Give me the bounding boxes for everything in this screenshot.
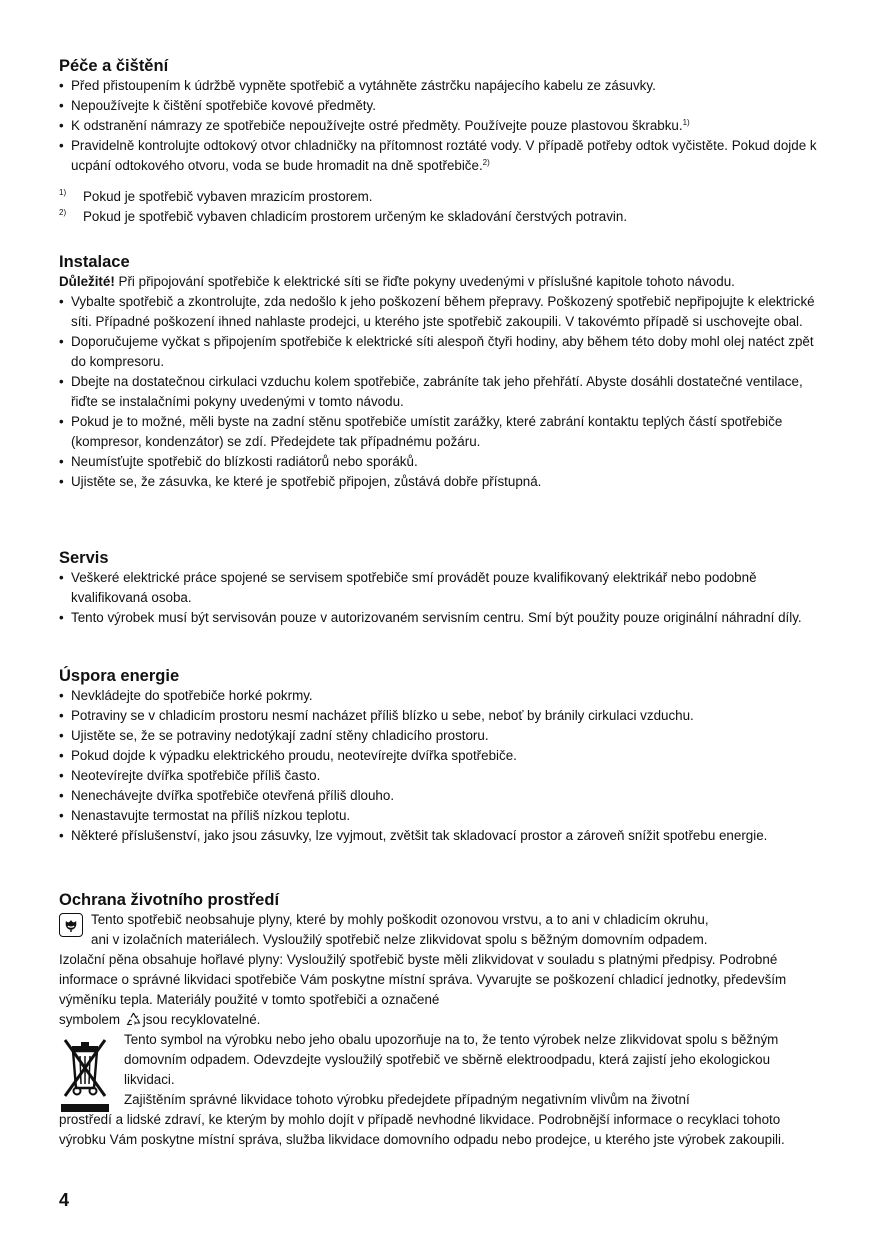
- env-para1-symbol-line: [59, 1010, 819, 1030]
- env-para3-rest: prostředí a lidské zdraví, ke kterým by mohlo dojít v případě nevhodné likvidace. Podrobnější informace o recyklaci tohoto výrobku Vám poskytne místní správa, služba likvidace domovního odpadu nebo prodejce, u kterého jste výrobek zakoupili.: [59, 1112, 785, 1147]
- env-heading: Ochrana životního prostředí: [59, 891, 280, 909]
- env-symbol-before: symbolem: [59, 1012, 121, 1027]
- env-para3-line1: Zajištěním správné likvidace tohoto výrobku předejdete případným negativním vlivům na životní: [124, 1092, 690, 1107]
- env-para1-rest: Izolační pěna obsahuje hořlavé plyny: Vysloužilý spotřebič byste měli zlikvidovat v souladu s platnými předpisy. Podrobné informace o správné likvidaci spotřebiče Vám poskytne místní správa. Vyvarujte se poškození chladicí jednotky, především výměníku tepla. Materiály použité v tomto spotřebiči a označené: [59, 952, 787, 1007]
- care-item-2: • Nepoužívejte k čištění spotřebiče kovové předměty.: [59, 96, 819, 116]
- page-number: 4: [59, 1190, 70, 1210]
- footnote-2-text: Pokud je spotřebič vybaven chladicím prostorem určeným ke skladování čerstvých potravin.: [83, 209, 628, 224]
- footnote-ref-2: 2): [482, 158, 490, 167]
- care-list: [59, 76, 819, 176]
- care-item-4: [59, 136, 819, 176]
- footnote-1: [59, 187, 819, 207]
- energy-heading: Úspora energie: [59, 667, 180, 685]
- energy-item-5: • Neotevírejte dvířka spotřebiče příliš často.: [59, 766, 819, 786]
- ozone-friendly-icon: [59, 913, 83, 937]
- env-para1-line2: ani v izolačních materiálech. Vysloužilý spotřebič nelze zlikvidovat spolu s běžným domovním odpadem.: [91, 932, 708, 947]
- energy-section: [59, 666, 819, 846]
- energy-item-8: • Některé příslušenství, jako jsou zásuvky, lze vyjmout, zvětšit tak skladovací prostor a zároveň snížit spotřebu energie.: [59, 826, 819, 846]
- env-section: [59, 890, 819, 1150]
- energy-item-3: • Ujistěte se, že se potraviny nedotýkají zadní stěny chladicího prostoru.: [59, 726, 819, 746]
- crossed-bin-icon: [59, 1034, 111, 1116]
- install-item-4: • Pokud je to možné, měli byste na zadní stěnu spotřebiče umístit zarážky, které zabrání kontaktu teplých částí spotřebiče (kompresor, kondenzátor) se zdí. Předejdete tak případnému požáru.: [59, 412, 819, 452]
- service-heading: Servis: [59, 549, 109, 567]
- energy-item-6: • Nenechávejte dvířka spotřebiče otevřená příliš dlouho.: [59, 786, 819, 806]
- energy-list: [59, 686, 819, 846]
- env-para1-line1: Tento spotřebič neobsahuje plyny, které by mohly poškodit ozonovou vrstvu, a to ani v chladicím okruhu,: [91, 912, 709, 927]
- recycle-icon: [125, 1011, 142, 1027]
- energy-item-4: • Pokud dojde k výpadku elektrického proudu, neotevírejte dvířka spotřebiče.: [59, 746, 819, 766]
- care-item-3-text: K odstranění námrazy ze spotřebiče nepoužívejte ostré předměty. Používejte pouze plastovou škrabku.: [71, 118, 683, 133]
- install-item-2: • Doporučujeme vyčkat s připojením spotřebiče k elektrické síti alespoň čtyři hodiny, aby během této doby mohl olej natéct zpět do kompresoru.: [59, 332, 819, 372]
- service-item-2: • Tento výrobek musí být servisován pouze v autorizovaném servisním centru. Smí být použity pouze originální náhradní díly.: [59, 608, 819, 628]
- footnote-2: [59, 207, 819, 227]
- install-item-6: • Ujistěte se, že zásuvka, ke které je spotřebič připojen, zůstává dobře přístupná.: [59, 472, 819, 492]
- service-list: [59, 568, 819, 628]
- important-label: Důležité!: [59, 274, 115, 289]
- footnotes: [59, 187, 819, 227]
- care-heading: Péče a čištění: [59, 57, 169, 75]
- install-item-1: • Vybalte spotřebič a zkontrolujte, zda nedošlo k jeho poškození během přepravy. Poškozený spotřebič nepřipojujte k elektrické síti. Případné poškození ihned nahlaste prodejci, u kterého jste spotřebič zakoupili. V takovémto případě si uschovejte obal.: [59, 292, 819, 332]
- install-section: [59, 252, 819, 492]
- care-item-1: • Před přistoupením k údržbě vypněte spotřebič a vytáhněte zástrčku napájecího kabelu ze zásuvky.: [59, 76, 819, 96]
- care-section: [59, 56, 819, 176]
- install-list: [59, 292, 819, 492]
- env-weee-block: [59, 1030, 819, 1110]
- energy-item-2: • Potraviny se v chladicím prostoru nesmí nacházet příliš blízko u sebe, neboť by bránily cirkulaci vzduchu.: [59, 706, 819, 726]
- install-item-5: • Neumísťujte spotřebič do blízkosti radiátorů nebo sporáků.: [59, 452, 819, 472]
- energy-item-1: • Nevkládejte do spotřebiče horké pokrmy.: [59, 686, 819, 706]
- care-item-3: [59, 116, 819, 136]
- install-item-3: • Dbejte na dostatečnou cirkulaci vzduchu kolem spotřebiče, zabráníte tak jeho přehřátí. Abyste dosáhli dostatečné ventilace, řiďte se instalačními pokyny uvedenými v tomto návodu.: [59, 372, 819, 412]
- energy-item-7: • Nenastavujte termostat na příliš nízkou teplotu.: [59, 806, 819, 826]
- footnote-ref-1: 1): [682, 118, 690, 127]
- footnote-1-mark: 1): [59, 188, 67, 197]
- footnote-1-text: Pokud je spotřebič vybaven mrazicím prostorem.: [83, 189, 373, 204]
- footnote-2-mark: 2): [59, 208, 67, 217]
- important-text: Při připojování spotřebiče k elektrické síti se řiďte pokyny uvedenými v příslušné kapitole tohoto návodu.: [114, 274, 735, 289]
- env-para2: Tento symbol na výrobku nebo jeho obalu upozorňuje na to, že tento výrobek nelze zlikvidovat spolu s běžným domovním odpadem. Odevzdejte vysloužilý spotřebič ve sběrně elektroodpadu, která zajistí jeho ekologickou likvidaci.: [124, 1032, 779, 1087]
- service-section: [59, 548, 819, 628]
- care-item-4-text: Pravidelně kontrolujte odtokový otvor chladničky na přítomnost roztáté vody. V případě potřeby odtok vyčistěte. Pokud dojde k ucpání odtokového otvoru, voda se bude hromadit na dně spotřebiče.: [71, 138, 817, 173]
- service-item-1: • Veškeré elektrické práce spojené se servisem spotřebiče smí provádět pouze kvalifikovaný elektrikář nebo podobně kvalifikovaná osoba.: [59, 568, 819, 608]
- install-important: [59, 272, 819, 292]
- install-heading: Instalace: [59, 253, 130, 271]
- env-ozone-block: [59, 910, 819, 950]
- env-symbol-after: jsou recyklovatelné.: [142, 1012, 261, 1027]
